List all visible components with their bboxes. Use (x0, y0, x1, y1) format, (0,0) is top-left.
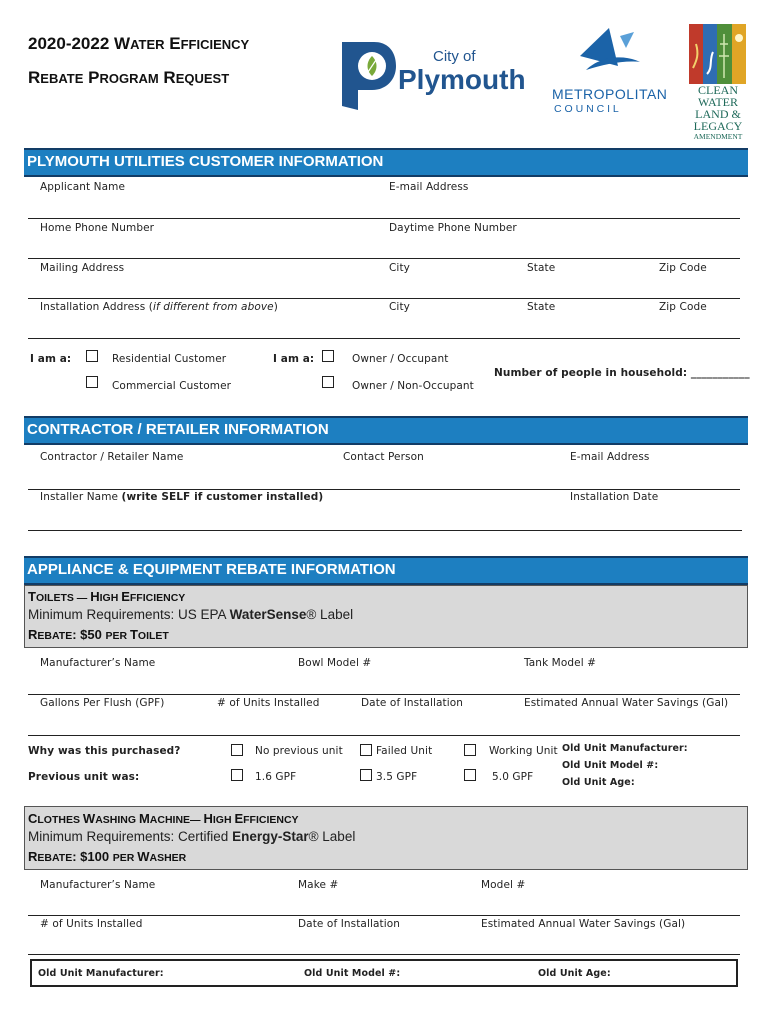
installer-name-label: Installer Name (write SELF if customer installed) (40, 491, 324, 503)
clean-water-legacy-logo (688, 24, 748, 141)
contractor-section-header: CONTRACTOR / RETAILER INFORMATION (24, 416, 748, 445)
washer-block (24, 806, 748, 870)
plymouth-p-icon (338, 38, 398, 114)
installation-address-line[interactable] (28, 338, 740, 339)
installation-address-label: Installation Address (if different from above) (40, 301, 278, 313)
installer-line[interactable] (28, 530, 742, 531)
toilet-old-manufacturer-label: Old Unit Manufacturer: (562, 743, 688, 754)
mailing-address-label: Mailing Address (40, 262, 125, 274)
toilets-requirements: Minimum Requirements: US EPA WaterSense® Label (28, 607, 354, 622)
toilet-manufacturer-label: Manufacturer’s Name (40, 657, 156, 669)
owner-non-occupant-checkbox[interactable] (322, 376, 334, 388)
toilet-savings-label: Estimated Annual Water Savings (Gal) (524, 697, 729, 709)
contractor-line[interactable] (28, 489, 740, 490)
washer-title: CLOTHES WASHING MACHINE— HIGH EFFICIENCY (28, 811, 299, 826)
legacy-text: LEGACY (693, 119, 743, 133)
toilets-block (24, 585, 748, 648)
no-previous-unit-label: No previous unit (255, 745, 343, 757)
toilet-units-label: # of Units Installed (217, 697, 320, 709)
install-state-label: State (527, 301, 556, 313)
mailing-city-label: City (389, 262, 410, 274)
working-unit-checkbox[interactable] (464, 744, 476, 756)
washer-units-label: # of Units Installed (40, 918, 143, 930)
washer-details-line[interactable] (28, 954, 740, 955)
washer-requirements: Minimum Requirements: Certified Energy-Star® Label (28, 829, 356, 844)
residential-label: Residential Customer (112, 353, 227, 365)
washer-old-manufacturer-label: Old Unit Manufacturer: (38, 968, 164, 979)
failed-unit-label: Failed Unit (376, 745, 433, 757)
plymouth-city-of: City of (433, 48, 476, 65)
appliance-section-header: APPLIANCE & EQUIPMENT REBATE INFORMATION (24, 556, 748, 585)
toilets-rebate: REBATE: $50 PER TOILET (28, 627, 169, 642)
washer-old-unit-box[interactable] (30, 959, 738, 987)
toilet-old-age-label: Old Unit Age: (562, 777, 635, 788)
bowl-model-label: Bowl Model # (298, 657, 372, 669)
gpf-16-label: 1.6 GPF (255, 771, 297, 783)
customer-type-label: I am a: (30, 353, 72, 365)
land-text: LAND & (695, 107, 741, 121)
plymouth-logo (338, 38, 528, 118)
gpf-50-checkbox[interactable] (464, 769, 476, 781)
why-purchased-label: Why was this purchased? (28, 745, 181, 757)
form-title-line2: REBATE PROGRAM REQUEST (28, 68, 230, 87)
legacy-art-icon (689, 24, 746, 84)
washer-install-date-label: Date of Installation (298, 918, 401, 930)
failed-unit-checkbox[interactable] (360, 744, 372, 756)
gpf-16-checkbox[interactable] (231, 769, 243, 781)
toilet-old-model-label: Old Unit Model #: (562, 760, 659, 771)
mailing-address-line[interactable] (28, 298, 740, 299)
clean-text: CLEAN (698, 83, 738, 97)
metropolitan-text: METROPOLITAN (552, 86, 668, 102)
owner-non-occupant-label: Owner / Non-Occupant (352, 380, 474, 392)
contractor-name-label: Contractor / Retailer Name (40, 451, 184, 463)
toilets-title: TOILETS — HIGH EFFICIENCY (28, 589, 186, 604)
owner-occupant-label: Owner / Occupant (352, 353, 449, 365)
tank-model-label: Tank Model # (524, 657, 597, 669)
toilet-details-line[interactable] (28, 735, 740, 736)
washer-manufacturer-label: Manufacturer’s Name (40, 879, 156, 891)
gpf-35-checkbox[interactable] (360, 769, 372, 781)
commercial-label: Commercial Customer (112, 380, 232, 392)
gpf-label: Gallons Per Flush (GPF) (40, 697, 165, 709)
amendment-text: AMENDMENT (693, 132, 743, 141)
metropolitan-council-logo (548, 26, 673, 121)
previous-unit-label: Previous unit was: (28, 771, 140, 783)
customer-email-label: E-mail Address (389, 181, 469, 193)
washer-model-line[interactable] (28, 915, 740, 916)
applicant-email-line[interactable] (28, 218, 740, 219)
residential-checkbox[interactable] (86, 350, 98, 362)
gpf-50-label: 5.0 GPF (492, 771, 534, 783)
council-text: C O U N C I L (554, 103, 619, 115)
commercial-checkbox[interactable] (86, 376, 98, 388)
installation-date-label: Installation Date (570, 491, 659, 503)
washer-old-age-label: Old Unit Age: (538, 968, 611, 979)
working-unit-label: Working Unit (489, 745, 558, 757)
home-phone-label: Home Phone Number (40, 222, 155, 234)
contact-person-label: Contact Person (343, 451, 424, 463)
household-size-field[interactable]: Number of people in household: ___________ (494, 367, 750, 379)
gpf-35-label: 3.5 GPF (376, 771, 418, 783)
mailing-state-label: State (527, 262, 556, 274)
washer-savings-label: Estimated Annual Water Savings (Gal) (481, 918, 686, 930)
owner-type-label: I am a: (273, 353, 315, 365)
owner-occupant-checkbox[interactable] (322, 350, 334, 362)
water-text: WATER (698, 95, 738, 109)
toilet-model-line[interactable] (28, 694, 740, 695)
washer-model-label: Model # (481, 879, 526, 891)
install-city-label: City (389, 301, 410, 313)
washer-old-model-label: Old Unit Model #: (304, 968, 401, 979)
mailing-zip-label: Zip Code (659, 262, 707, 274)
toilet-install-date-label: Date of Installation (361, 697, 464, 709)
no-previous-unit-checkbox[interactable] (231, 744, 243, 756)
form-title-line1: 2020-2022 WATER EFFICIENCY (28, 34, 250, 53)
plymouth-name: Plymouth (398, 64, 526, 95)
applicant-name-label: Applicant Name (40, 181, 126, 193)
daytime-phone-label: Daytime Phone Number (389, 222, 517, 234)
contractor-email-label: E-mail Address (570, 451, 650, 463)
install-zip-label: Zip Code (659, 301, 707, 313)
washer-make-label: Make # (298, 879, 339, 891)
washer-rebate: REBATE: $100 PER WASHER (28, 849, 187, 864)
phone-line[interactable] (28, 258, 740, 259)
customer-section-header: PLYMOUTH UTILITIES CUSTOMER INFORMATION (24, 148, 748, 177)
metropolitan-star-icon (574, 26, 644, 86)
